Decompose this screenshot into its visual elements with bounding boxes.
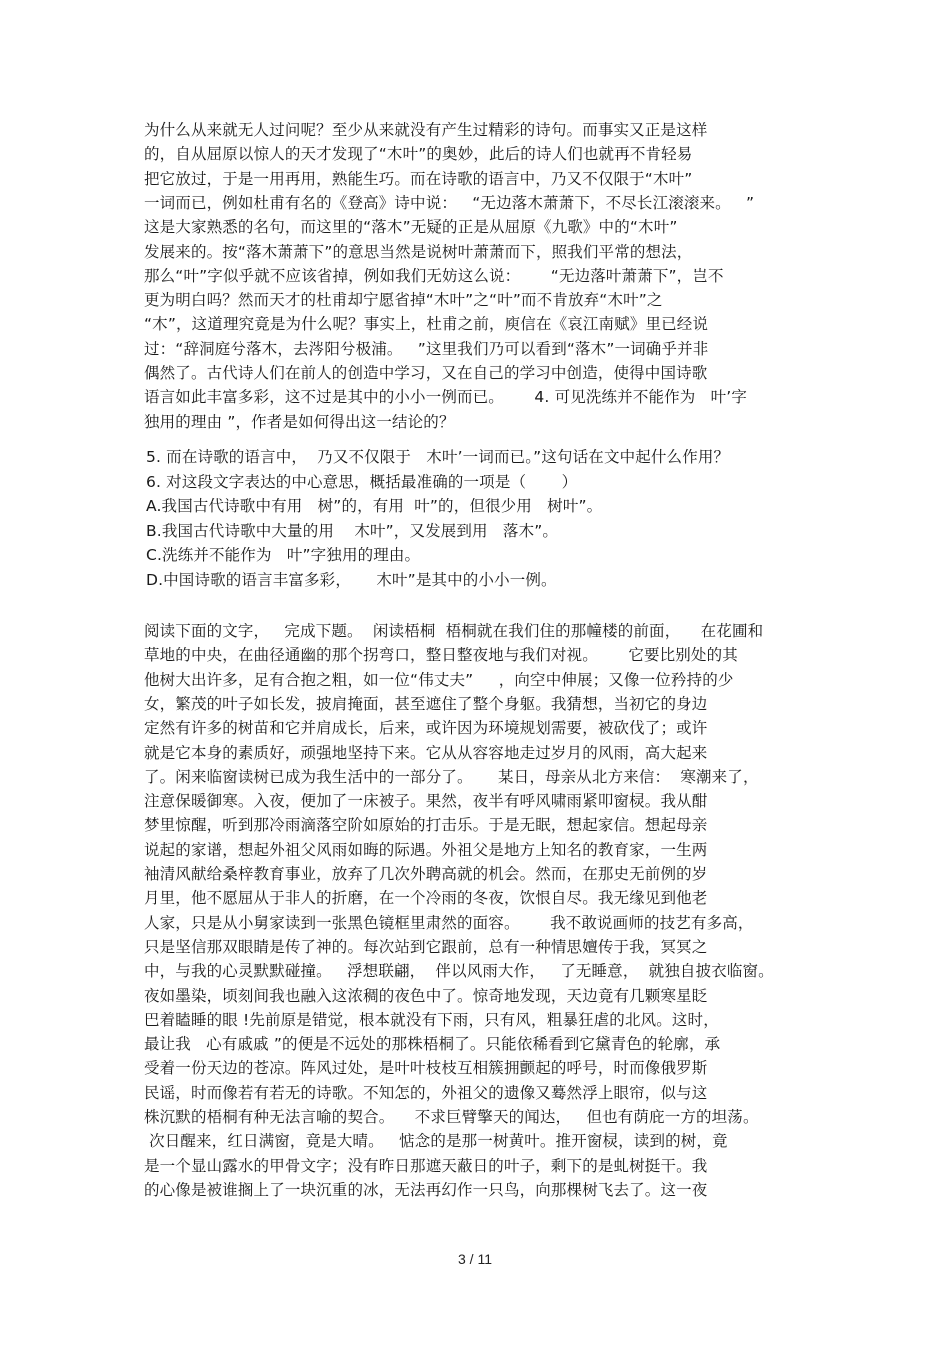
- reading-line: 次日醒来，红日满窗，竟是大晴。 惦念的是那一树黄叶。推开窗棂，读到的树，竟: [144, 1132, 728, 1151]
- passage_part-line: 更为明白吗？然而天才的杜甫却宁愿省掉“木叶”之“叶”而不肯放弃“木叶”之: [144, 291, 663, 310]
- reading-line: 就是它本身的素质好，顽强地坚持下来。它从从容容地走过岁月的风雨，高大起来: [144, 743, 708, 762]
- reading-line: 受着一份天边的苍凉。阵风过处，是叶叶枝枝互相簇拥颤起的呼号，时而像俄罗斯: [144, 1059, 708, 1078]
- passage_part-line: 发展来的。按“落木萧萧下”的意思当然是说树叶萧萧而下，照我们平常的想法，: [144, 242, 693, 261]
- reading-line: 他树大出许多，足有合抱之粗，如一位“伟丈夫” ，向空中伸展；又像一位矜持的少: [144, 670, 734, 689]
- questions-line: C.洗练并不能作为 叶”字独用的理由。: [146, 546, 421, 564]
- passage_part-line: 一词而已，例如杜甫有名的《登高》诗中说： “无边落木萧萧下，不尽长江滚滚来。 ”: [144, 193, 755, 212]
- reading-line: 梦里惊醒，听到那冷雨滴落空阶如原始的打击乐。于是无眠，想起家信。想起母亲: [144, 816, 708, 835]
- questions-line: 5. 而在诗歌的语言中， 乃又不仅限于 木叶’一词而已。”这句话在文中起什么作用？: [146, 448, 730, 466]
- reading-line: 注意保暖御寒。入夜，便加了一床被子。果然，夜半有呼风啸雨紧叩窗棂。我从酣: [144, 792, 708, 811]
- reading-line: 了。闲来临窗读树已成为我生活中的一部分了。 某日，母亲从北方来信： 寒潮来了，: [144, 767, 759, 786]
- reading-line: 月里，他不愿屈从于非人的折磨，在一个冷雨的冬夜，饮恨自尽。我无缘见到他老: [144, 889, 708, 908]
- reading-line: 民谣，时而像若有若无的诗歌。不知怎的，外祖父的遗像又蓦然浮上眼帘，似与这: [144, 1083, 708, 1102]
- questions-line: D.中国诗歌的语言丰富多彩， 木叶”是其中的小小一例。: [146, 570, 557, 589]
- passage_part-line: 这是大家熟悉的名句，而这里的“落木”无疑的正是从屈原《九歌》中的“木叶”: [144, 218, 678, 237]
- passage_part-line: “木”，这道理究竟是为什么呢？事实上，杜甫之前，庾信在《哀江南赋》里已经说: [144, 315, 709, 334]
- reading-line: 夜如墨染，顷刻间我也融入这浓稠的夜色中了。惊奇地发现，天边竟有几颗寒星眨: [144, 986, 708, 1005]
- passage_part-line: 过：“辞洞庭兮落木，去涔阳兮极浦。 ”这里我们乃可以看到“落木”一词确乎并非: [144, 339, 709, 358]
- reading-line: 巴着瞌睡的眼 !先前原是错觉，根本就没有下雨，只有风，粗暴狂虐的北风。这时，: [144, 1010, 719, 1029]
- reading-line: 最让我 心有戚戚 ”的便是不远处的那株梧桐了。只能依稀看到它黛青色的轮廓，承: [144, 1035, 721, 1054]
- reading-line: 人家，只是从小舅家读到一张黑色镜框里肃然的面容。 我不敢说画师的技艺有多高，: [144, 913, 754, 932]
- passage_part-line: 为什么从来就无人过问呢？至少从来就没有产生过精彩的诗句。而事实又正是这样: [144, 121, 708, 139]
- reading-line: 定然有许多的树苗和它并肩成长，后来，或许因为环境规划需要，被砍伐了；或许: [144, 719, 708, 738]
- passage_part-line: 把它放过，于是一用再用，熟能生巧。而在诗歌的语言中，乃又不仅限于“木叶”: [144, 169, 693, 188]
- questions-line: B.我国古代诗歌中大量的用 木叶”，又发展到用 落木”。: [146, 521, 559, 540]
- reading-line: 草地的中央，在曲径通幽的那个拐弯口，整日整夜地与我们对视。 它要比别处的其: [144, 646, 738, 665]
- reading-line: 女，繁茂的叶子如长发，披肩掩面，甚至遮住了整个身躯。我猜想，当初它的身边: [144, 694, 708, 713]
- reading-line: 只是坚信那双眼睛是传了神的。每次站到它跟前，总有一种情思嬗传于我，冥冥之: [144, 937, 708, 956]
- page-number: 3 / 11: [458, 1251, 492, 1267]
- passage_part-line: 语言如此丰富多彩，这不过是其中的小小一例而已。 4. 可见洗练并不能作为 叶’字: [144, 388, 748, 407]
- reading-line: 中，与我的心灵默默碰撞。 浮想联翩， 伴以风雨大作， 了无睡意， 就独自披衣临窗。: [144, 962, 774, 981]
- passage_part-line: 的，自从屈原以惊人的天才发现了“木叶”的奥妙，此后的诗人们也就再不肯轻易: [144, 145, 693, 164]
- questions-line: 6. 对这段文字表达的中心意思，概括最准确的一项是（ ）: [146, 472, 578, 491]
- passage_part-line: 偶然了。古代诗人们在前人的创造中学习，又在自己的学习中创造，使得中国诗歌: [144, 364, 708, 382]
- reading-line: 的心像是被谁搁上了一块沉重的冰，无法再幻作一只鸟，向那棵树飞去了。这一夜: [144, 1180, 708, 1199]
- reading-line: 株沉默的梧桐有种无法言喻的契合。 不求巨臂擎天的闻达， 但也有荫庇一方的坦荡。: [144, 1108, 759, 1126]
- reading-line: 阅读下面的文字， 完成下题。 闲读梧桐 梧桐就在我们住的那幢楼的前面， 在花圃和: [144, 622, 764, 640]
- questions-line: A.我国古代诗歌中有用 树”的，有用 叶”的，但很少用 树叶”。: [146, 497, 603, 515]
- reading-line: 说起的家谱，想起外祖父风雨如晦的际遇。外祖父是地方上知名的教育家，一生两: [144, 840, 708, 859]
- reading-line: 是一个显山露水的甲骨文字；没有昨日那遮天蔽日的叶子，剩下的是虬树挺干。我: [144, 1156, 708, 1175]
- passage_part-line: 那么“叶”字似乎就不应该省掉，例如我们无妨这么说： “无边落叶萧萧下”，岂不: [144, 266, 724, 285]
- passage_part-line: 独用的理由 ”，作者是如何得出这一结论的？: [144, 412, 455, 431]
- reading-line: 袖清风献给桑梓教育事业，放弃了几次外聘高就的机会。然而，在那史无前例的岁: [144, 865, 708, 883]
